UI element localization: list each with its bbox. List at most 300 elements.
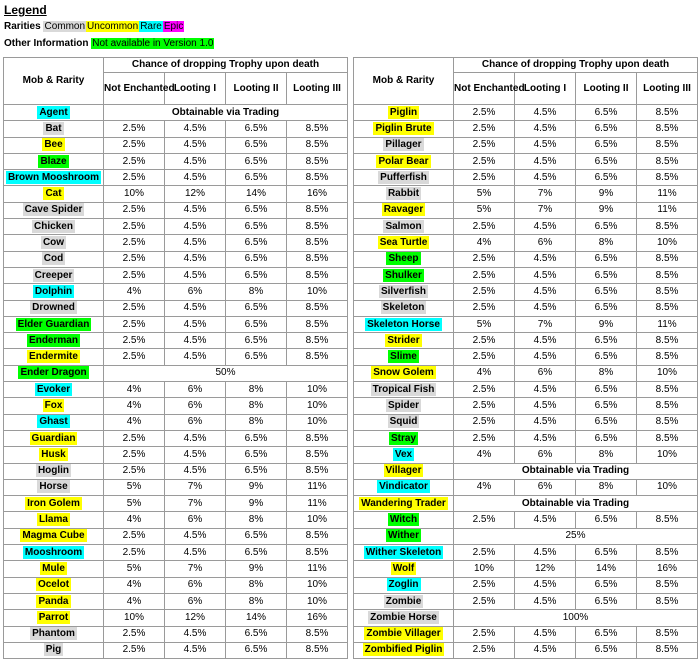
- not-enchanted-cell: 5%: [454, 186, 515, 202]
- mob-cell: [354, 447, 454, 463]
- mob-cell: [354, 642, 454, 658]
- looting-3-cell: 8.5%: [287, 137, 348, 153]
- not-enchanted-cell: 2.5%: [104, 430, 165, 446]
- mob-cell: [4, 333, 104, 349]
- mob-name: Elder Guardian: [17, 318, 90, 330]
- looting-2-cell: 6.5%: [576, 642, 637, 658]
- looting-2-cell: 9%: [576, 316, 637, 332]
- looting-2-cell: 9%: [576, 202, 637, 218]
- looting-3-cell: 10%: [287, 577, 348, 593]
- table-row: [354, 512, 698, 528]
- mob-cell: [354, 626, 454, 642]
- mob-name: Salmon: [385, 220, 422, 232]
- mob-cell: [4, 267, 104, 283]
- mob-name: Witch: [389, 514, 418, 526]
- mob-cell: [354, 398, 454, 414]
- looting-2-cell: 6.5%: [226, 430, 287, 446]
- looting-3-cell: 10%: [287, 382, 348, 398]
- looting-2-cell: 6.5%: [576, 153, 637, 169]
- legend-title: Legend: [4, 3, 47, 17]
- mob-name: Sheep: [388, 253, 419, 265]
- mob-cell: [4, 642, 104, 658]
- not-enchanted-cell: 2.5%: [454, 382, 515, 398]
- not-enchanted-cell: 2.5%: [454, 284, 515, 300]
- chance-header: Chance of dropping Trophy upon death: [454, 58, 698, 73]
- mob-name: Dolphin: [34, 285, 73, 297]
- table-row: [4, 577, 348, 593]
- mob-name: Strider: [387, 334, 420, 346]
- looting-2-cell: 14%: [576, 561, 637, 577]
- looting-3-cell: 8.5%: [637, 284, 698, 300]
- mob-cell: [354, 610, 454, 626]
- mob-name: Parrot: [38, 611, 69, 623]
- mob-name: Enderman: [29, 334, 78, 346]
- mob-name: Piglin: [389, 106, 418, 118]
- table-row: [4, 300, 348, 316]
- looting-1-cell: 4.5%: [515, 577, 576, 593]
- mob-cell: [4, 512, 104, 528]
- not-enchanted-cell: 2.5%: [104, 202, 165, 218]
- table-row: [4, 430, 348, 446]
- looting-3-cell: 11%: [637, 316, 698, 332]
- mob-cell: [354, 479, 454, 495]
- looting-1-cell: 4.5%: [515, 593, 576, 609]
- not-enchanted-cell: 2.5%: [454, 398, 515, 414]
- mob-cell: [4, 496, 104, 512]
- looting-1-cell: 6%: [165, 593, 226, 609]
- not-enchanted-cell: 2.5%: [104, 267, 165, 283]
- looting-1-cell: 4.5%: [515, 382, 576, 398]
- looting-2-cell: 8%: [576, 447, 637, 463]
- looting-3-cell: 8.5%: [287, 202, 348, 218]
- mob-name: Creeper: [34, 269, 73, 281]
- looting-2-cell: 9%: [226, 561, 287, 577]
- looting-2-cell: 6.5%: [576, 545, 637, 561]
- looting-3-cell: 16%: [287, 610, 348, 626]
- mob-cell: [354, 349, 454, 365]
- mob-name: Zombified Piglin: [364, 644, 443, 656]
- looting-3-cell: 11%: [637, 186, 698, 202]
- looting-1-cell: 4.5%: [165, 463, 226, 479]
- looting-3-cell: 10%: [287, 284, 348, 300]
- looting-3-cell: 8.5%: [637, 512, 698, 528]
- mob-name: Husk: [41, 448, 66, 460]
- mob-cell: [354, 528, 454, 544]
- not-enchanted-cell: 2.5%: [104, 219, 165, 235]
- mob-name: Horse: [39, 481, 68, 493]
- mob-name: Mooshroom: [24, 546, 83, 558]
- not-enchanted-cell: 2.5%: [104, 153, 165, 169]
- mob-cell: [4, 105, 104, 121]
- looting-3-cell: 8.5%: [637, 300, 698, 316]
- table-row: [354, 430, 698, 446]
- looting-3-cell: 8.5%: [637, 333, 698, 349]
- mob-name: Fox: [44, 399, 63, 411]
- looting-3-cell: 8.5%: [287, 170, 348, 186]
- legend-other-label: Other Information: [4, 38, 89, 49]
- looting-2-cell: 6.5%: [576, 219, 637, 235]
- looting-2-cell: 14%: [226, 186, 287, 202]
- looting-3-cell: 8.5%: [287, 219, 348, 235]
- looting-3-cell: 8.5%: [637, 121, 698, 137]
- looting-3-cell: 10%: [637, 365, 698, 381]
- looting-2-cell: 6.5%: [226, 447, 287, 463]
- mob-name: Pillager: [385, 139, 422, 151]
- looting-1-cell: 12%: [515, 561, 576, 577]
- not-enchanted-cell: 2.5%: [104, 642, 165, 658]
- mob-name: Wither: [387, 530, 420, 542]
- not-enchanted-cell: 2.5%: [454, 577, 515, 593]
- looting-2-cell: 6.5%: [226, 349, 287, 365]
- looting-3-cell: 8.5%: [287, 153, 348, 169]
- mob-name: Shulker: [385, 269, 422, 281]
- table-row: [4, 251, 348, 267]
- looting-1-cell: 7%: [515, 186, 576, 202]
- looting-1-cell: 6%: [165, 284, 226, 300]
- mob-name: Cave Spider: [24, 204, 83, 216]
- looting-2-cell: 6.5%: [576, 137, 637, 153]
- mob-name: Wither Skeleton: [365, 546, 442, 558]
- looting-3-cell: 8.5%: [637, 170, 698, 186]
- table-row: [354, 333, 698, 349]
- col-looting-2-header: Looting II: [576, 73, 637, 105]
- looting-2-cell: 9%: [226, 496, 287, 512]
- looting-3-cell: 10%: [287, 398, 348, 414]
- looting-1-cell: 6%: [515, 365, 576, 381]
- table-row: [354, 267, 698, 283]
- mob-cell: [354, 251, 454, 267]
- not-enchanted-cell: 2.5%: [454, 251, 515, 267]
- table-row: [354, 642, 698, 658]
- table-row: [4, 626, 348, 642]
- table-row: [354, 219, 698, 235]
- looting-2-cell: 6.5%: [226, 219, 287, 235]
- mob-cell: [354, 545, 454, 561]
- mob-cell: [4, 414, 104, 430]
- not-enchanted-cell: 4%: [104, 398, 165, 414]
- table-row: [4, 105, 348, 121]
- mob-cell: [354, 430, 454, 446]
- mob-name: Ghast: [39, 416, 68, 428]
- looting-3-cell: 8.5%: [287, 333, 348, 349]
- looting-1-cell: 4.5%: [165, 545, 226, 561]
- mob-rarity-header: Mob & Rarity: [4, 58, 104, 105]
- not-enchanted-cell: 2.5%: [104, 235, 165, 251]
- mob-name: Brown Mooshroom: [7, 171, 100, 183]
- looting-3-cell: 8.5%: [287, 121, 348, 137]
- looting-2-cell: 6.5%: [576, 626, 637, 642]
- looting-2-cell: 6.5%: [226, 626, 287, 642]
- looting-2-cell: 6.5%: [576, 398, 637, 414]
- table-row: [4, 365, 348, 381]
- looting-2-cell: 8%: [576, 235, 637, 251]
- mob-name: Pig: [45, 644, 62, 656]
- mob-cell: [4, 300, 104, 316]
- looting-3-cell: 8.5%: [637, 251, 698, 267]
- looting-3-cell: 8.5%: [637, 430, 698, 446]
- looting-1-cell: 7%: [165, 561, 226, 577]
- mob-cell: [354, 382, 454, 398]
- not-enchanted-cell: 2.5%: [104, 316, 165, 332]
- looting-2-cell: 6.5%: [576, 121, 637, 137]
- looting-2-cell: 6.5%: [226, 333, 287, 349]
- not-enchanted-cell: 2.5%: [454, 414, 515, 430]
- mob-name: Skeleton: [382, 302, 425, 314]
- table-row: [4, 170, 348, 186]
- looting-1-cell: 4.5%: [165, 153, 226, 169]
- table-row: [4, 545, 348, 561]
- mob-cell: [4, 316, 104, 332]
- not-enchanted-cell: 4%: [454, 365, 515, 381]
- looting-3-cell: 10%: [287, 593, 348, 609]
- right-table-container: [353, 57, 697, 659]
- table-row: [354, 447, 698, 463]
- looting-2-cell: 6.5%: [226, 463, 287, 479]
- looting-3-cell: 8.5%: [287, 316, 348, 332]
- mob-cell: [354, 153, 454, 169]
- table-row: [354, 202, 698, 218]
- mob-name: Magma Cube: [22, 530, 85, 542]
- not-enchanted-cell: 5%: [104, 561, 165, 577]
- not-enchanted-cell: 2.5%: [104, 463, 165, 479]
- not-enchanted-cell: 2.5%: [104, 545, 165, 561]
- table-row: [4, 186, 348, 202]
- mob-name: Polar Bear: [378, 155, 429, 167]
- mob-name: Snow Golem: [373, 367, 434, 379]
- mob-cell: [4, 365, 104, 381]
- not-enchanted-cell: 2.5%: [454, 300, 515, 316]
- looting-3-cell: 11%: [287, 561, 348, 577]
- table-row: [4, 512, 348, 528]
- mob-name: Spider: [387, 399, 420, 411]
- looting-2-cell: 6.5%: [226, 528, 287, 544]
- table-row: [354, 186, 698, 202]
- table-row: [354, 626, 698, 642]
- table-row: [354, 545, 698, 561]
- mob-name: Wandering Trader: [361, 497, 446, 509]
- looting-2-cell: 8%: [226, 284, 287, 300]
- table-row: [354, 593, 698, 609]
- looting-1-cell: 4.5%: [165, 121, 226, 137]
- looting-1-cell: 7%: [515, 316, 576, 332]
- table-row: [354, 577, 698, 593]
- not-enchanted-cell: 2.5%: [104, 121, 165, 137]
- mob-name: Villager: [385, 465, 422, 477]
- looting-2-cell: 8%: [226, 414, 287, 430]
- looting-3-cell: 10%: [287, 512, 348, 528]
- table-row: [354, 528, 698, 544]
- looting-3-cell: 8.5%: [637, 267, 698, 283]
- mob-name: Bat: [45, 122, 62, 134]
- not-enchanted-cell: 2.5%: [104, 170, 165, 186]
- table-row: [354, 479, 698, 495]
- mob-cell: [4, 202, 104, 218]
- mob-name: Cat: [45, 188, 62, 200]
- mob-name: Ocelot: [37, 579, 70, 591]
- not-enchanted-cell: 2.5%: [454, 593, 515, 609]
- looting-1-cell: 4.5%: [515, 333, 576, 349]
- table-row: [354, 365, 698, 381]
- looting-2-cell: 6.5%: [226, 202, 287, 218]
- looting-2-cell: 6.5%: [576, 349, 637, 365]
- mob-cell: [4, 545, 104, 561]
- table-row: [4, 479, 348, 495]
- looting-2-cell: 6.5%: [226, 545, 287, 561]
- looting-1-cell: 4.5%: [165, 202, 226, 218]
- looting-1-cell: 12%: [165, 610, 226, 626]
- not-enchanted-cell: 5%: [104, 496, 165, 512]
- mob-cell: [354, 561, 454, 577]
- looting-3-cell: 16%: [637, 561, 698, 577]
- looting-2-cell: 6.5%: [576, 593, 637, 609]
- legend-other-row: [4, 36, 694, 52]
- mob-cell: [354, 267, 454, 283]
- looting-1-cell: 4.5%: [515, 284, 576, 300]
- looting-1-cell: 4.5%: [165, 430, 226, 446]
- mob-name: Stray: [390, 432, 416, 444]
- not-enchanted-cell: 10%: [454, 561, 515, 577]
- looting-1-cell: 12%: [165, 186, 226, 202]
- looting-1-cell: 4.5%: [165, 316, 226, 332]
- looting-3-cell: 8.5%: [287, 267, 348, 283]
- mob-cell: [354, 593, 454, 609]
- looting-2-cell: 8%: [226, 398, 287, 414]
- mob-name: Chicken: [34, 220, 73, 232]
- mob-name: Pufferfish: [380, 171, 427, 183]
- looting-3-cell: 8.5%: [287, 528, 348, 544]
- looting-1-cell: 4.5%: [515, 300, 576, 316]
- mob-name: Blaze: [40, 155, 67, 167]
- table-row: [354, 496, 698, 512]
- mob-name: Skeleton Horse: [367, 318, 440, 330]
- mob-name: Guardian: [31, 432, 76, 444]
- mob-cell: [354, 316, 454, 332]
- looting-1-cell: 4.5%: [165, 267, 226, 283]
- looting-2-cell: 6.5%: [576, 105, 637, 121]
- looting-3-cell: 8.5%: [287, 300, 348, 316]
- table-row: [354, 235, 698, 251]
- mob-name: Phantom: [32, 628, 75, 640]
- looting-1-cell: 4.5%: [165, 447, 226, 463]
- looting-2-cell: 6.5%: [576, 284, 637, 300]
- not-enchanted-cell: 2.5%: [454, 545, 515, 561]
- looting-1-cell: 4.5%: [165, 642, 226, 658]
- looting-3-cell: 8.5%: [287, 463, 348, 479]
- table-row: [354, 382, 698, 398]
- mob-name: Piglin Brute: [375, 122, 432, 134]
- table-row: [4, 496, 348, 512]
- looting-3-cell: 8.5%: [637, 398, 698, 414]
- table-row: [4, 121, 348, 137]
- mob-cell: [4, 561, 104, 577]
- looting-3-cell: 10%: [287, 414, 348, 430]
- mob-cell: [354, 496, 454, 512]
- looting-3-cell: 8.5%: [637, 153, 698, 169]
- table-row: [4, 414, 348, 430]
- col-not-enchanted-header: Not Enchanted: [454, 73, 515, 105]
- legend-rarity-rare: Rare: [140, 21, 162, 32]
- table-row: [354, 398, 698, 414]
- not-enchanted-cell: 4%: [104, 512, 165, 528]
- looting-1-cell: 4.5%: [515, 153, 576, 169]
- looting-1-cell: 4.5%: [165, 219, 226, 235]
- looting-1-cell: 6%: [165, 512, 226, 528]
- looting-3-cell: 8.5%: [637, 642, 698, 658]
- looting-1-cell: 4.5%: [515, 219, 576, 235]
- mob-name: Sea Turtle: [379, 237, 428, 249]
- looting-2-cell: 6.5%: [576, 414, 637, 430]
- mob-name: Evoker: [36, 383, 71, 395]
- looting-1-cell: 4.5%: [515, 545, 576, 561]
- mob-name: Panda: [38, 595, 69, 607]
- looting-1-cell: 6%: [165, 414, 226, 430]
- mob-cell: [4, 479, 104, 495]
- looting-2-cell: 8%: [226, 382, 287, 398]
- table-row: [354, 121, 698, 137]
- looting-3-cell: 10%: [637, 447, 698, 463]
- looting-3-cell: 8.5%: [287, 235, 348, 251]
- mob-cell: [354, 235, 454, 251]
- not-enchanted-cell: 2.5%: [104, 333, 165, 349]
- table-row: [354, 316, 698, 332]
- mob-name: Llama: [39, 514, 68, 526]
- table-row: [4, 528, 348, 544]
- looting-2-cell: 6.5%: [226, 170, 287, 186]
- table-row: [4, 382, 348, 398]
- looting-1-cell: 4.5%: [515, 414, 576, 430]
- merged-chance-cell: 25%: [454, 528, 698, 544]
- mob-cell: [4, 137, 104, 153]
- looting-1-cell: 6%: [165, 382, 226, 398]
- looting-2-cell: 9%: [576, 186, 637, 202]
- table-row: [4, 463, 348, 479]
- mob-cell: [354, 186, 454, 202]
- not-enchanted-cell: 4%: [104, 382, 165, 398]
- not-enchanted-cell: 4%: [454, 479, 515, 495]
- legend: [4, 2, 694, 54]
- looting-3-cell: 8.5%: [637, 577, 698, 593]
- table-row: [354, 610, 698, 626]
- table-row: [354, 463, 698, 479]
- table-row: [354, 251, 698, 267]
- mob-cell: [354, 137, 454, 153]
- mob-cell: [4, 349, 104, 365]
- mob-name: Slime: [390, 351, 417, 363]
- col-looting-1-header: Looting I: [515, 73, 576, 105]
- table-row: [354, 561, 698, 577]
- looting-1-cell: 6%: [515, 447, 576, 463]
- looting-1-cell: 4.5%: [165, 300, 226, 316]
- looting-1-cell: 6%: [515, 479, 576, 495]
- looting-3-cell: 11%: [637, 202, 698, 218]
- mob-name: Zombie Villager: [366, 628, 441, 640]
- not-enchanted-cell: 4%: [104, 414, 165, 430]
- mob-cell: [4, 251, 104, 267]
- looting-2-cell: 8%: [226, 512, 287, 528]
- looting-1-cell: 4.5%: [165, 528, 226, 544]
- not-enchanted-cell: 2.5%: [454, 430, 515, 446]
- looting-2-cell: 6.5%: [226, 251, 287, 267]
- table-row: [4, 398, 348, 414]
- not-enchanted-cell: 2.5%: [104, 447, 165, 463]
- table-row: [4, 610, 348, 626]
- mob-name: Zoglin: [388, 579, 419, 591]
- table-row: [354, 300, 698, 316]
- looting-3-cell: 11%: [287, 479, 348, 495]
- table-row: [4, 561, 348, 577]
- mob-cell: [354, 202, 454, 218]
- looting-1-cell: 4.5%: [515, 170, 576, 186]
